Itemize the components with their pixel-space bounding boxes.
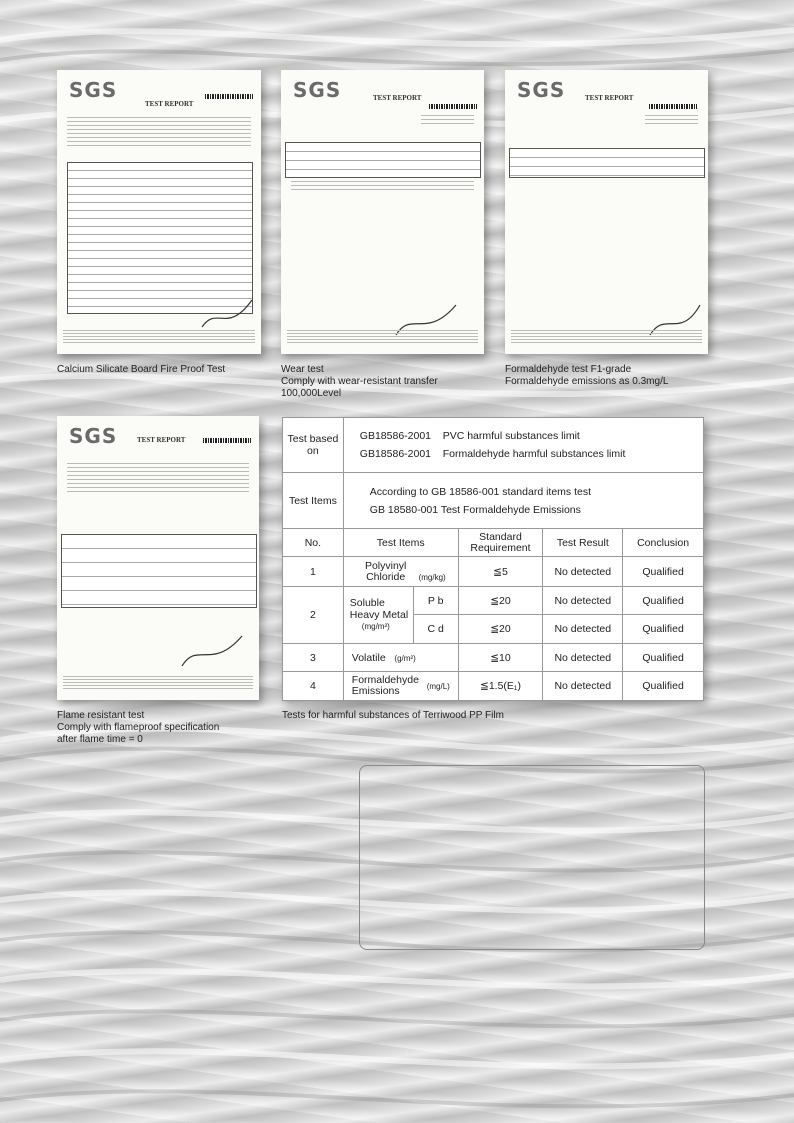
row-item <box>343 672 458 701</box>
footer-text <box>63 676 253 690</box>
report-header-lines <box>67 114 251 149</box>
header-requirement: Standard Requirement <box>458 529 543 557</box>
row-no: 4 <box>283 672 344 701</box>
sgs-logo: SGS <box>69 78 118 102</box>
result-table <box>61 534 257 608</box>
test-items-row <box>283 473 704 529</box>
test-based-on-row <box>283 418 704 473</box>
row-requirement: ≦20 <box>458 615 543 644</box>
caption-title: Flame resistant test <box>57 710 145 721</box>
header-result: Test Result <box>543 529 623 557</box>
barcode <box>203 438 251 443</box>
notes-lines <box>291 178 474 193</box>
row-requirement: ≦10 <box>458 644 543 672</box>
item-name: Volatile <box>351 651 386 664</box>
row-no: 3 <box>283 644 344 672</box>
caption-formaldehyde <box>505 364 668 388</box>
test-items-label: Test Items <box>283 473 344 529</box>
header-test-items: Test Items <box>343 529 458 557</box>
footer-text <box>287 330 478 344</box>
row-result: No detected <box>543 615 623 644</box>
test-items-cell <box>343 473 703 529</box>
caption-wear <box>281 364 438 400</box>
standard-line: GB18586-2001 Formaldehyde harmful substances limit <box>359 448 626 460</box>
row-requirement: ≦5 <box>458 557 543 587</box>
report-header-lines <box>645 112 698 127</box>
item-unit: (mg/L) <box>426 681 450 691</box>
test-items-line: According to GB 18586-001 standard items test <box>369 485 592 498</box>
barcode <box>429 104 477 109</box>
table-row <box>283 557 704 587</box>
harmful-substances-table <box>282 417 704 701</box>
certificate-heading: TEST REPORT <box>137 436 186 444</box>
row-item <box>343 587 413 644</box>
caption-fire-proof: Calcium Silicate Board Fire Proof Test <box>57 364 226 375</box>
certificate-formaldehyde <box>505 70 708 354</box>
header-no: No. <box>283 529 344 557</box>
test-items-line: GB 18580-001 Test Formaldehyde Emissions <box>369 503 581 516</box>
signature <box>197 295 257 335</box>
row-sub-item: C d <box>413 615 458 644</box>
caption-line: Formaldehyde emissions as 0.3mg/L <box>505 376 669 387</box>
sgs-logo: SGS <box>293 78 342 102</box>
result-table <box>285 142 481 178</box>
certificate-flame <box>57 416 259 700</box>
item-unit: (g/m²) <box>394 653 416 663</box>
row-result: No detected <box>543 587 623 615</box>
caption-line: after flame time = 0 <box>57 734 143 745</box>
row-no: 2 <box>283 587 344 644</box>
row-conclusion: Qualified <box>623 615 704 644</box>
standards-cell <box>343 418 703 473</box>
signature <box>177 631 247 676</box>
caption-title: Wear test <box>281 364 324 375</box>
sgs-logo: SGS <box>69 424 118 448</box>
row-conclusion: Qualified <box>623 557 704 587</box>
row-item <box>343 644 458 672</box>
row-result: No detected <box>543 644 623 672</box>
item-name: Soluble Heavy Metal <box>349 597 409 621</box>
row-conclusion: Qualified <box>623 644 704 672</box>
certificate-fire-proof <box>57 70 261 354</box>
sgs-logo: SGS <box>517 78 566 102</box>
row-conclusion: Qualified <box>623 672 704 701</box>
row-item <box>343 557 458 587</box>
footer-text <box>511 330 702 344</box>
caption-harmful-substances: Tests for harmful substances of Terriwood PP Film <box>282 710 504 721</box>
caption-line: Comply with wear-resistant transfer <box>281 376 438 387</box>
table-row <box>283 587 704 615</box>
certificate-heading: TEST REPORT <box>145 100 194 108</box>
item-unit: (mg/m²) <box>361 622 390 631</box>
footer-text <box>63 330 255 344</box>
caption-title: Formaldehyde test F1-grade <box>505 364 632 375</box>
report-header-lines <box>67 460 249 495</box>
certificate-heading: TEST REPORT <box>585 94 634 102</box>
row-sub-item: P b <box>413 587 458 615</box>
row-result: No detected <box>543 672 623 701</box>
item-name: Polyvinyl Chloride <box>364 559 407 583</box>
table-row <box>283 644 704 672</box>
barcode <box>649 104 697 109</box>
certificate-wear <box>281 70 484 354</box>
result-table <box>67 162 253 314</box>
caption-line: 100,000Level <box>281 388 342 399</box>
certificate-heading: TEST REPORT <box>373 94 422 102</box>
result-table <box>509 148 705 178</box>
item-unit: (mg/kg) <box>418 572 446 582</box>
caption-flame <box>57 710 219 746</box>
row-no: 1 <box>283 557 344 587</box>
row-result: No detected <box>543 557 623 587</box>
table-row <box>283 672 704 701</box>
report-header-lines <box>421 112 474 127</box>
standard-line: GB18586-2001 PVC harmful substances limit <box>359 430 580 442</box>
header-row <box>283 529 704 557</box>
barcode <box>205 94 253 99</box>
row-requirement: ≦20 <box>458 587 543 615</box>
empty-frame <box>359 765 705 950</box>
row-requirement: ≦1.5(E₁) <box>458 672 543 701</box>
test-based-on-label: Test based on <box>283 418 344 473</box>
header-conclusion: Conclusion <box>623 529 704 557</box>
caption-line: Comply with flameproof specification <box>57 722 220 733</box>
item-name: Formaldehyde Emissions <box>351 674 419 697</box>
row-conclusion: Qualified <box>623 587 704 615</box>
